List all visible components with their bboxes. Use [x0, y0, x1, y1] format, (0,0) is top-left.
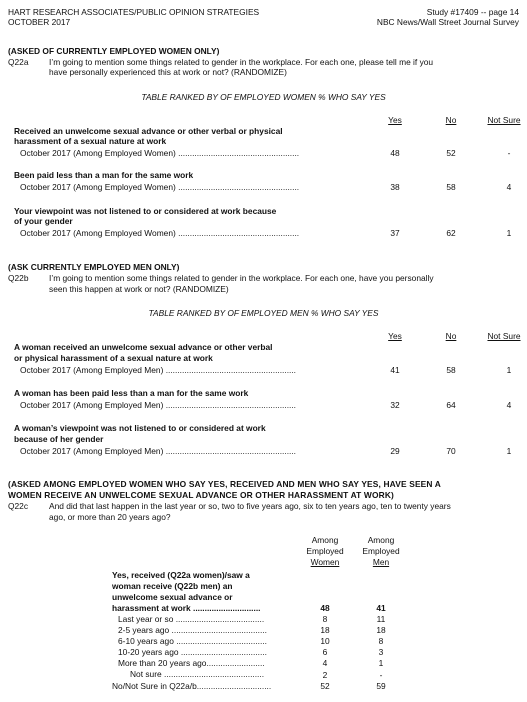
- q22c-row-men: 8: [378, 636, 384, 646]
- q22b-item1-row-label: October 2017 (Among Employed Men) ........................................................: [20, 365, 297, 375]
- q22b-item2-yes: 32: [390, 400, 400, 410]
- q22b-item2-notsure: 4: [506, 400, 512, 410]
- q22c-col-men-line3: Men: [372, 557, 390, 567]
- q22c-col-women-line3: Women: [310, 557, 340, 567]
- q22c-row-men: 11: [376, 614, 386, 624]
- q22c-col-men-line2: Employed: [362, 546, 400, 556]
- q22c-row-men: 18: [376, 625, 386, 635]
- q22c-row-women: 18: [320, 625, 330, 635]
- q22b-item3-line1: A woman’s viewpoint was not listened to or considered at work: [14, 423, 266, 433]
- q22a-item1-line2: harassment of a sexual nature at work: [14, 136, 167, 146]
- q22b-item3-yes: 29: [390, 446, 400, 456]
- q22a-item3-line1: Your viewpoint was not listened to or considered at work because: [14, 206, 277, 216]
- q22a-col-notsure: Not Sure: [487, 115, 521, 125]
- q22b-item3-notsure: 1: [506, 446, 512, 456]
- q22c-text-line2: ago, or more than 20 years ago?: [49, 512, 171, 522]
- q22c-row-men: 3: [378, 647, 384, 657]
- q22a-text-line2: have personally experienced this at work or not? (RANDOMIZE): [49, 67, 287, 77]
- q22c-id: Q22c: [8, 501, 29, 511]
- q22b-text-line1: I’m going to mention some things related to gender in the workplace. For each one, have you personally: [49, 273, 434, 283]
- q22b-table-title: TABLE RANKED BY OF EMPLOYED MEN % WHO SAY YES: [148, 308, 379, 318]
- q22a-item2-notsure: 4: [506, 182, 512, 192]
- q22b-item2-row-label: October 2017 (Among Employed Men) ........................................................: [20, 400, 297, 410]
- q22a-item3-notsure: 1: [506, 228, 512, 238]
- q22a-filter: (ASKED OF CURRENTLY EMPLOYED WOMEN ONLY): [8, 46, 220, 56]
- q22a-item3-line2: of your gender: [14, 216, 73, 226]
- q22b-col-yes: Yes: [388, 331, 402, 341]
- q22a-item1-no: 52: [446, 148, 456, 158]
- q22c-col-women-line1: Among: [311, 535, 339, 545]
- q22c-main-row-men: 41: [376, 603, 386, 613]
- q22b-col-notsure: Not Sure: [487, 331, 521, 341]
- q22c-row-women: 8: [322, 614, 328, 624]
- header-left-line2: OCTOBER 2017: [8, 17, 71, 27]
- q22a-col-no: No: [445, 115, 457, 125]
- q22b-item2-no: 64: [446, 400, 456, 410]
- q22b-item1-no: 58: [446, 365, 456, 375]
- q22c-main-label-line2: woman receive (Q22b men) an: [112, 581, 233, 591]
- q22b-item3-row-label: October 2017 (Among Employed Men) ........................................................: [20, 446, 297, 456]
- q22c-row-label: Last year or so ......................................: [118, 614, 265, 624]
- q22c-filter-line2: WOMEN RECEIVE AN UNWELCOME SEXUAL ADVANCE OR OTHER HARASSMENT AT WORK): [8, 490, 394, 500]
- q22c-last-row-label: No/Not Sure in Q22a/b................................: [112, 681, 272, 691]
- q22a-item1-line1: Received an unwelcome sexual advance or other verbal or physical: [14, 126, 283, 136]
- q22c-filter-line1: (ASKED AMONG EMPLOYED WOMEN WHO SAY YES, RECEIVED AND MEN WHO SAY YES, HAVE SEEN A: [8, 479, 441, 489]
- q22a-col-yes: Yes: [388, 115, 402, 125]
- q22c-main-row-label: harassment at work .............................: [112, 603, 261, 613]
- q22b-id: Q22b: [8, 273, 29, 283]
- q22c-last-row-men: 59: [376, 681, 386, 691]
- q22c-row-label: Not sure ...........................................: [130, 669, 265, 679]
- q22c-main-label-line3: unwelcome sexual advance or: [112, 592, 233, 602]
- header-right-line1: Study #17409 -- page 14: [426, 7, 519, 17]
- q22a-item2-no: 58: [446, 182, 456, 192]
- q22b-item2-line1: A woman has been paid less than a man for the same work: [14, 388, 249, 398]
- q22b-item1-line1: A woman received an unwelcome sexual advance or other verbal: [14, 342, 273, 352]
- q22c-row-label: 6-10 years ago .......................................: [118, 636, 267, 646]
- q22b-item3-line2: because of her gender: [14, 434, 104, 444]
- q22c-col-women-line2: Employed: [306, 546, 344, 556]
- q22a-item3-yes: 37: [390, 228, 400, 238]
- q22a-text-line1: I’m going to mention some things related to gender in the workplace. For each one, please tell me if you: [49, 57, 434, 67]
- q22a-item3-row-label: October 2017 (Among Employed Women) ....................................................: [20, 228, 300, 238]
- q22a-item1-row-label: October 2017 (Among Employed Women) ....................................................: [20, 148, 300, 158]
- q22c-row-label: 2-5 years ago .........................................: [118, 625, 267, 635]
- q22a-item2-row-label: October 2017 (Among Employed Women) ....................................................: [20, 182, 300, 192]
- q22a-item2-line1: Been paid less than a man for the same work: [14, 170, 194, 180]
- q22c-row-men: 1: [378, 658, 384, 668]
- q22c-row-women: 6: [322, 647, 328, 657]
- q22b-text-line2: seen this happen at work or not? (RANDOMIZE): [49, 284, 229, 294]
- q22b-item3-no: 70: [446, 446, 456, 456]
- q22c-row-label: More than 20 years ago.........................: [118, 658, 265, 668]
- q22b-item1-yes: 41: [390, 365, 400, 375]
- q22c-main-row-women: 48: [320, 603, 330, 613]
- q22c-row-women: 2: [322, 670, 328, 680]
- q22b-col-no: No: [445, 331, 457, 341]
- q22c-row-women: 10: [320, 636, 330, 646]
- q22c-row-women: 4: [322, 658, 328, 668]
- q22c-row-men: -: [379, 670, 383, 680]
- q22c-main-label-line1: Yes, received (Q22a women)/saw a: [112, 570, 250, 580]
- q22c-row-label: 10-20 years ago .....................................: [118, 647, 267, 657]
- q22b-item1-notsure: 1: [506, 365, 512, 375]
- header-left-line1: HART RESEARCH ASSOCIATES/PUBLIC OPINION STRATEGIES: [8, 7, 260, 17]
- q22c-last-row-women: 52: [320, 681, 330, 691]
- q22a-id: Q22a: [8, 57, 29, 67]
- q22b-item1-line2: or physical harassment of a sexual nature at work: [14, 353, 213, 363]
- q22b-filter: (ASK CURRENTLY EMPLOYED MEN ONLY): [8, 262, 180, 272]
- q22a-item1-notsure: -: [507, 148, 511, 158]
- q22a-item3-no: 62: [446, 228, 456, 238]
- q22a-table-title: TABLE RANKED BY OF EMPLOYED WOMEN % WHO SAY YES: [141, 92, 386, 102]
- q22a-item2-yes: 38: [390, 182, 400, 192]
- header-right-line2: NBC News/Wall Street Journal Survey: [376, 17, 519, 27]
- q22c-text-line1: And did that last happen in the last year or so, two to five years ago, six to ten years ago, ten to twenty years: [49, 501, 451, 511]
- q22c-col-men-line1: Among: [367, 535, 395, 545]
- q22a-item1-yes: 48: [390, 148, 400, 158]
